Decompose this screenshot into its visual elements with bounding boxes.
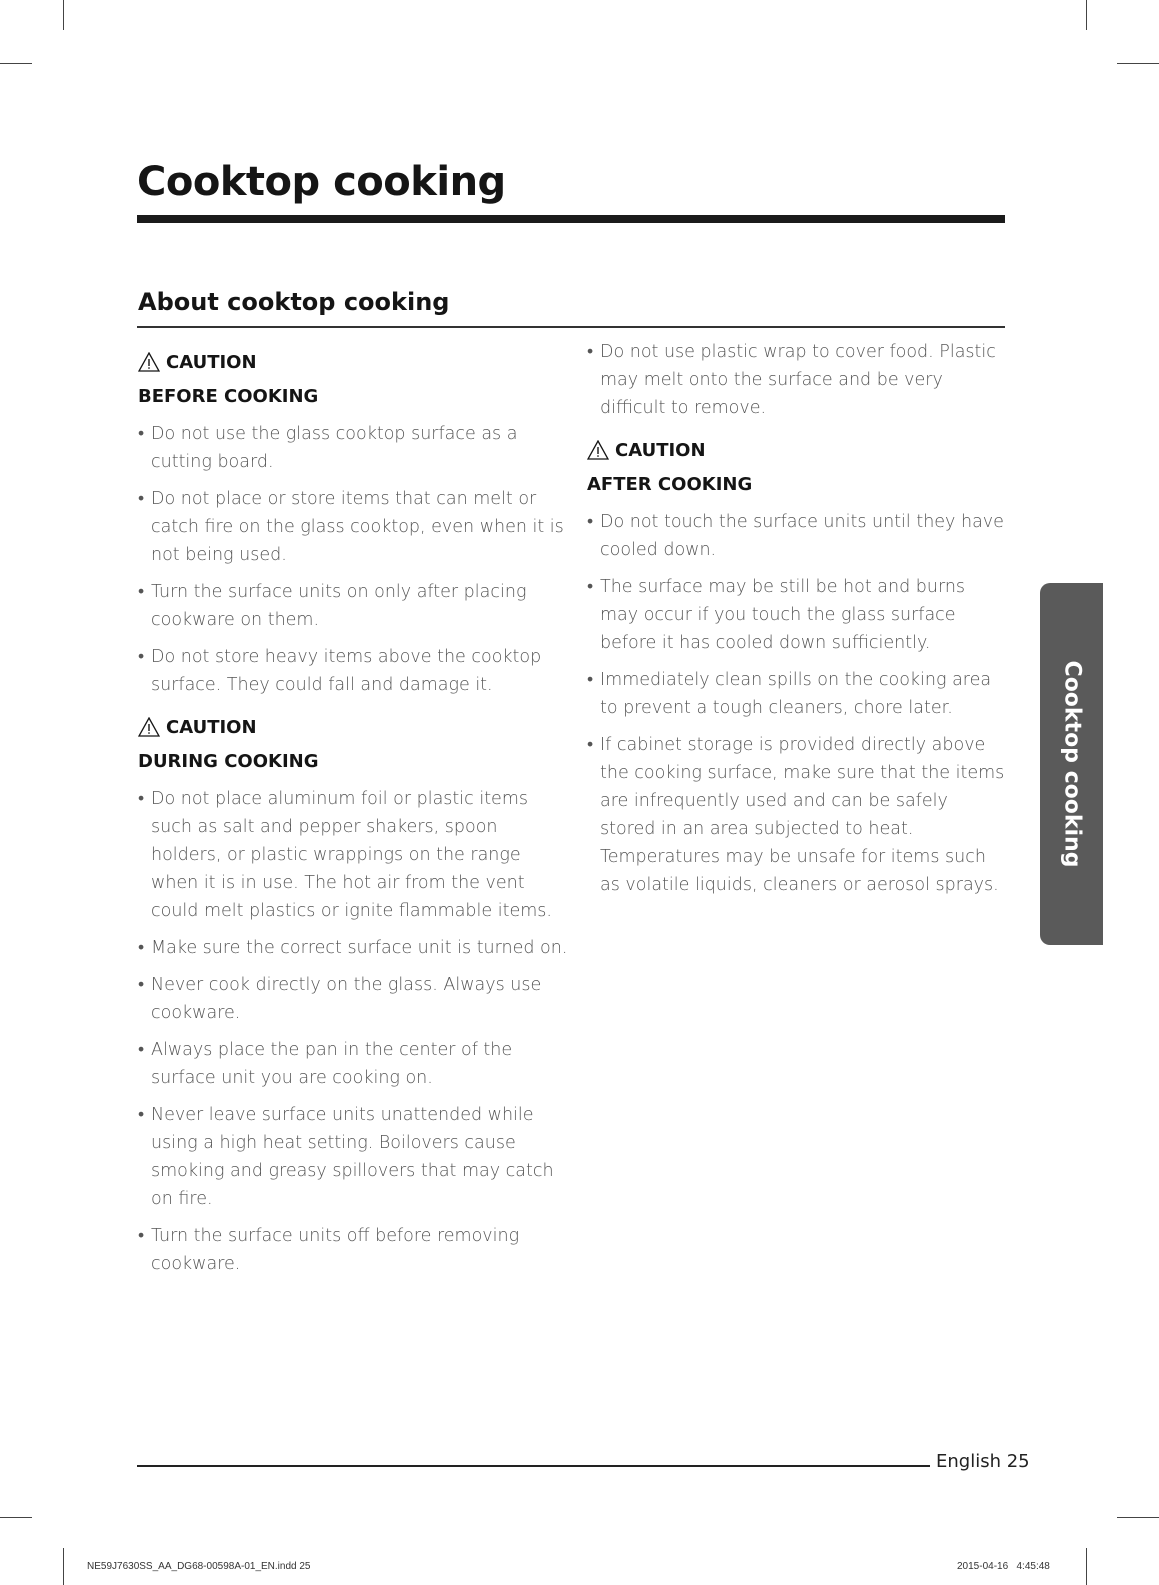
caution-header <box>587 436 1005 464</box>
list-item: • Do not use the glass cooktop surface as a cutting board. <box>138 420 568 476</box>
list-item: • Do not place or store items that can melt or catch fire on the glass cooktop, even when it is not being used. <box>138 485 568 569</box>
caution-label: CAUTION <box>166 351 257 373</box>
crop-mark <box>63 0 64 30</box>
list-item: • If cabinet storage is provided directly above the cooking surface, make sure that the items are infrequently used and can be safely stored in an area subjected to heat. Temperatures may be unsafe for items such as volatile liquids, cleaners or aerosol sprays. <box>587 731 1005 899</box>
list-item: • Always place the pan in the center of the surface unit you are cooking on. <box>138 1036 568 1092</box>
section-rule <box>137 326 1005 328</box>
print-slug-date: 2015-04-16 4:45:48 <box>957 1561 1050 1572</box>
list-item: • Do not store heavy items above the cooktop surface. They could fall and damage it. <box>138 643 568 699</box>
list-item: • Turn the surface units off before removing cookware. <box>138 1222 568 1278</box>
list-item: • Turn the surface units on only after placing cookware on them. <box>138 578 568 634</box>
left-column <box>138 348 568 1292</box>
after-cooking-list <box>587 508 1005 899</box>
list-item: • Never leave surface units unattended while using a high heat setting. Boilovers cause smoking and greasy spillovers that may catch on fire. <box>138 1101 568 1213</box>
before-cooking-list <box>138 420 568 699</box>
crop-mark <box>1086 1548 1087 1585</box>
list-item: • The surface may be still be hot and burns may occur if you touch the glass surface before it has cooled down sufficiently. <box>587 573 1005 657</box>
print-slug-file: NE59J7630SS_AA_DG68-00598A-01_EN.indd 25 <box>87 1561 311 1572</box>
caution-label: CAUTION <box>166 716 257 738</box>
crop-mark <box>1117 1517 1159 1518</box>
chapter-side-tab-label: Cooktop cooking <box>1059 660 1084 868</box>
chapter-side-tab <box>1040 583 1103 945</box>
title-rule <box>137 215 1005 223</box>
crop-mark <box>1086 0 1087 30</box>
page-title: Cooktop cooking <box>137 159 506 205</box>
warning-icon <box>138 352 160 372</box>
footer-rule <box>137 1465 930 1467</box>
list-item: • Do not place aluminum foil or plastic items such as salt and pepper shakers, spoon holders, or plastic wrappings on the range when it is in use. The hot air from the vent could melt plastics or ignite flammable items. <box>138 785 568 925</box>
list-item: • Make sure the correct surface unit is turned on. <box>138 934 568 962</box>
list-item: • Do not touch the surface units until they have cooled down. <box>587 508 1005 564</box>
list-item: • Do not use plastic wrap to cover food. Plastic may melt onto the surface and be very difficult to remove. <box>587 338 1005 422</box>
crop-mark <box>0 1517 32 1518</box>
right-column <box>587 338 1005 913</box>
continued-list <box>587 338 1005 422</box>
section-title: About cooktop cooking <box>138 288 450 316</box>
after-cooking-heading: AFTER COOKING <box>587 474 753 495</box>
during-cooking-heading: DURING COOKING <box>138 751 319 772</box>
before-cooking-heading: BEFORE COOKING <box>138 386 319 407</box>
crop-mark <box>63 1548 64 1585</box>
during-cooking-list <box>138 785 568 1278</box>
list-item: • Immediately clean spills on the cooking area to prevent a tough cleaners, chore later. <box>587 666 1005 722</box>
caution-header <box>138 713 568 741</box>
warning-icon <box>587 440 609 460</box>
crop-mark <box>0 63 32 64</box>
caution-label: CAUTION <box>615 439 706 461</box>
list-item: • Never cook directly on the glass. Always use cookware. <box>138 971 568 1027</box>
crop-mark <box>1117 63 1159 64</box>
page-number: English 25 <box>936 1451 1030 1472</box>
caution-header <box>138 348 568 376</box>
warning-icon <box>138 717 160 737</box>
